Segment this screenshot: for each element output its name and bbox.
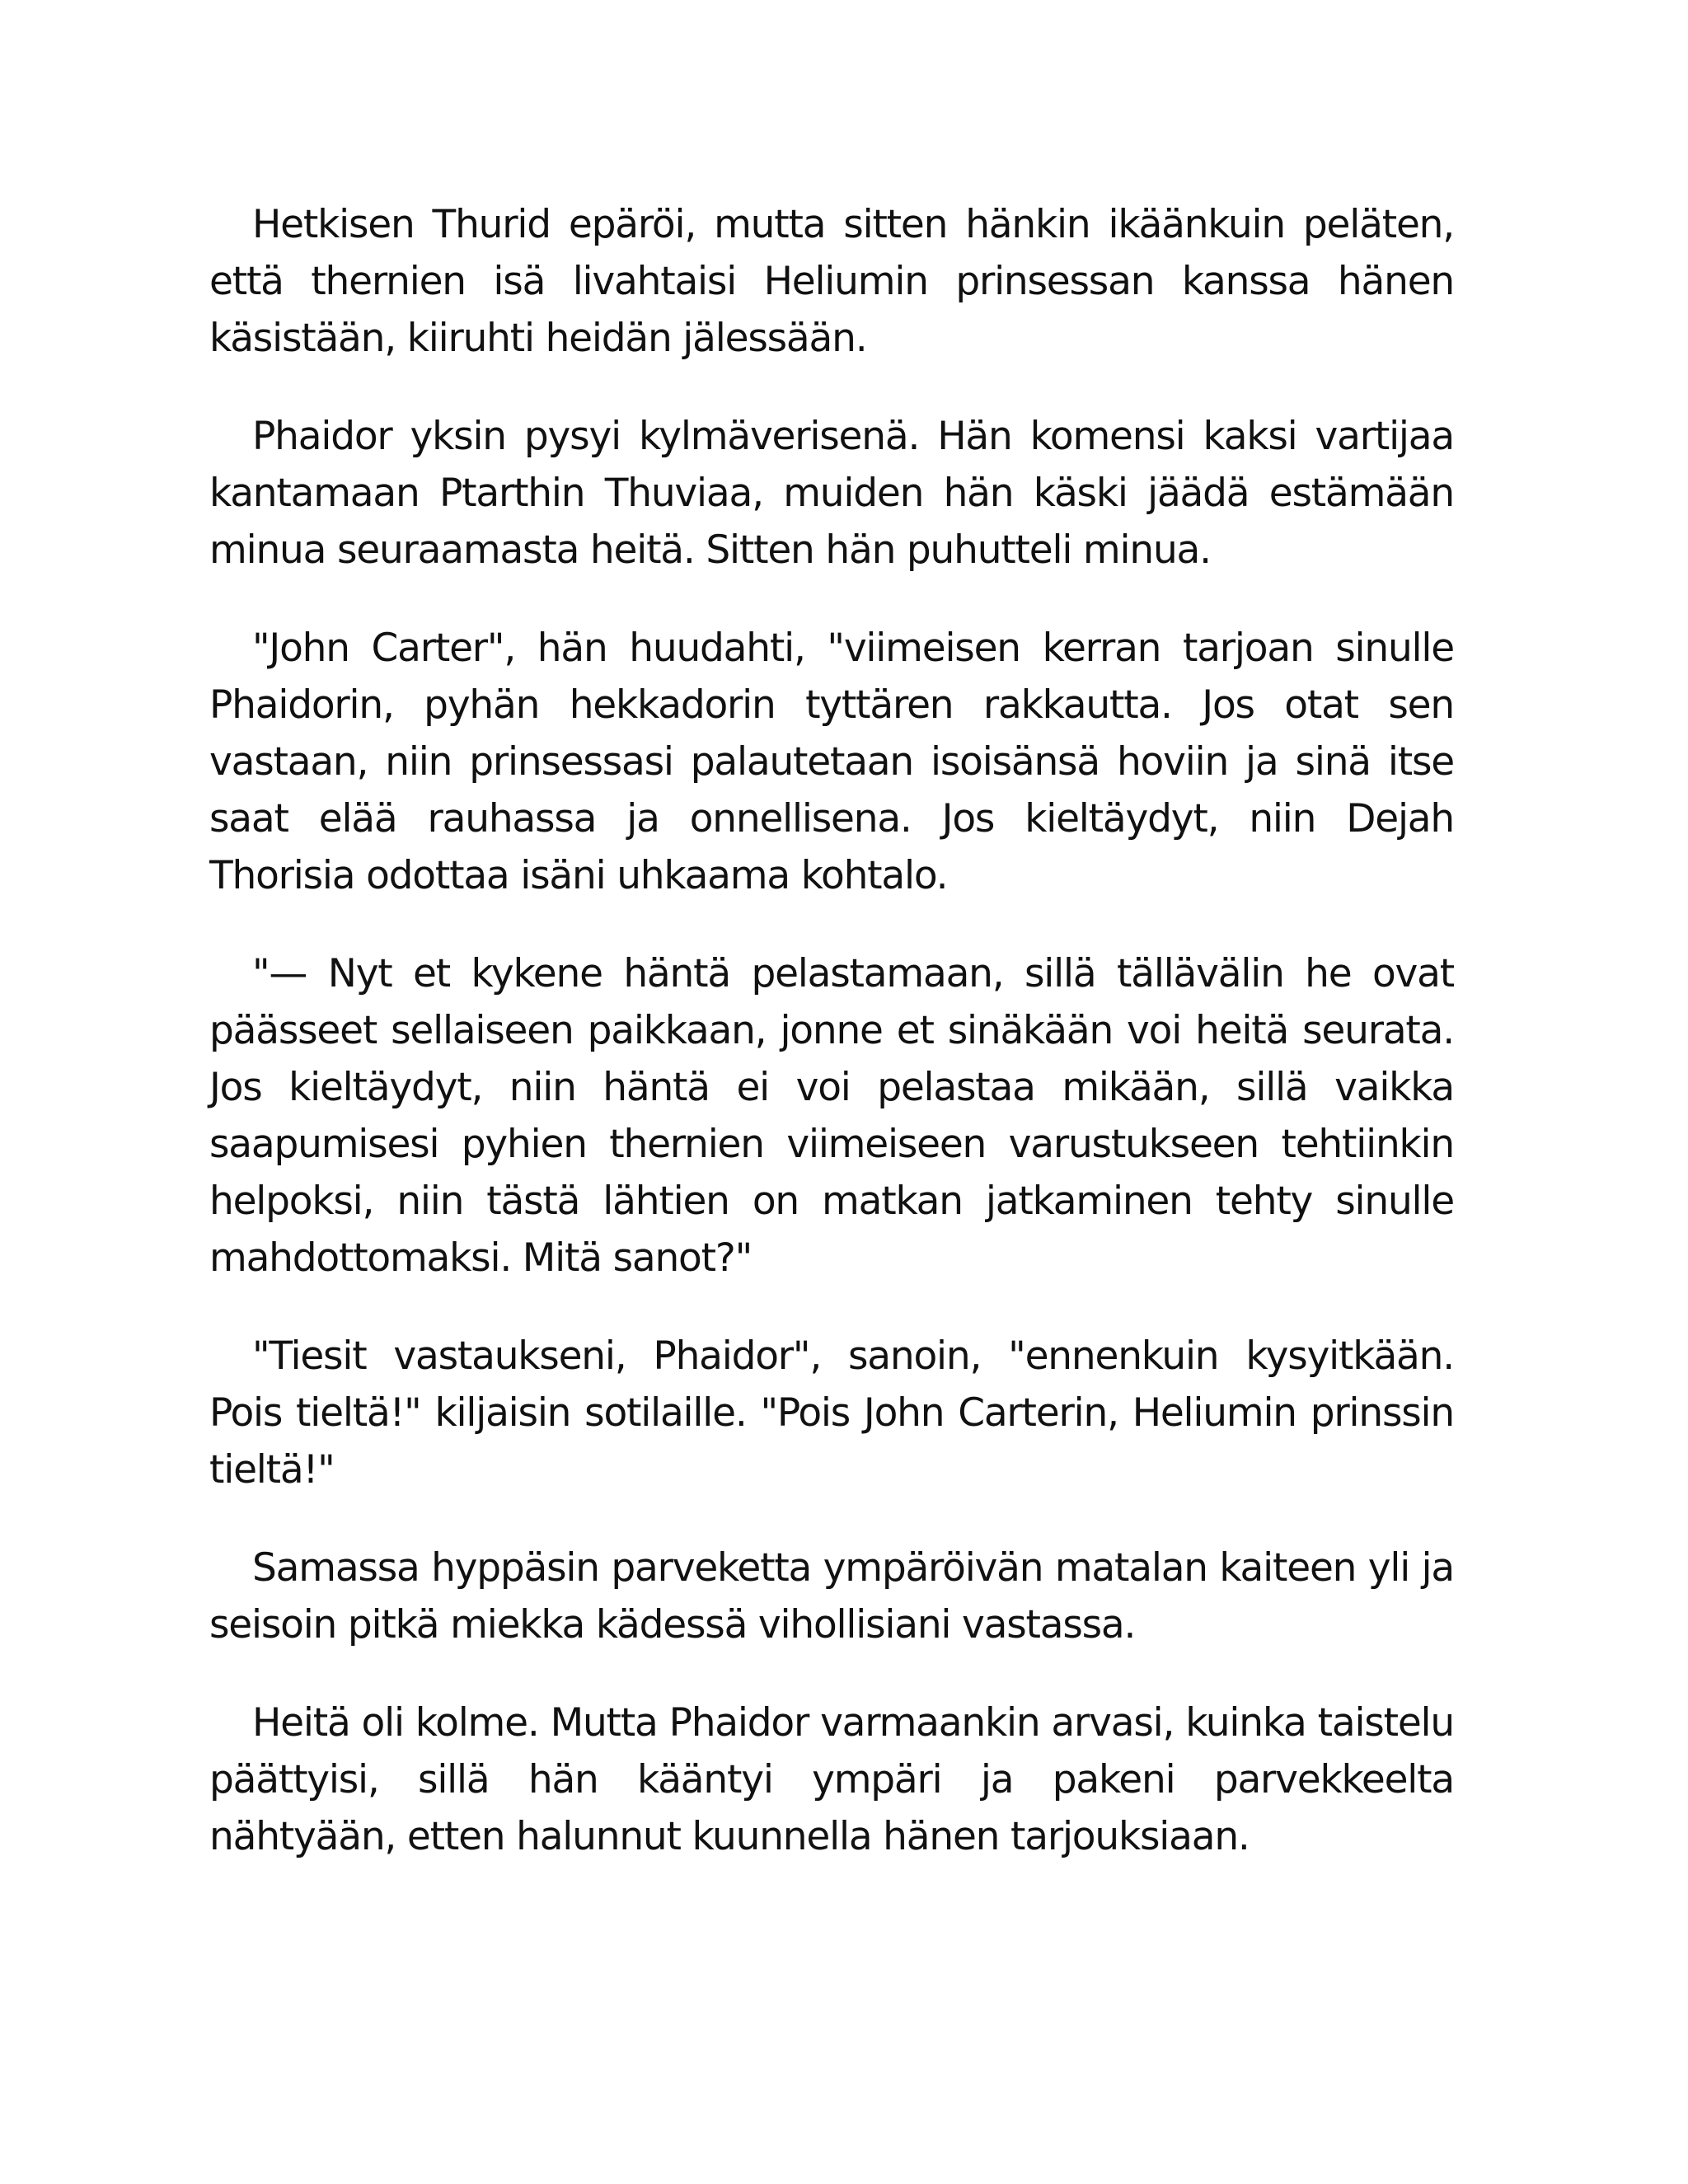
- paragraph: Samassa hyppäsin parveketta ympäröivän matalan kaiteen yli ja seisoin pitkä miekka kädessä vihollisiani vastassa.: [209, 1545, 1454, 1647]
- paragraph: "Tiesit vastaukseni, Phaidor", sanoin, "ennenkuin kysyitkään. Pois tieltä!" kiljaisin sotilaille. "Pois John Carterin, Heliumin prinssin tieltä!": [209, 1333, 1454, 1493]
- paragraph: Hetkisen Thurid epäröi, mutta sitten hänkin ikäänkuin peläten, että thernien isä livahtaisi Heliumin prinsessan kanssa hänen käsistään, kiiruhti heidän jälessään.: [209, 202, 1454, 361]
- paragraph: "John Carter", hän huudahti, "viimeisen kerran tarjoan sinulle Phaidorin, pyhän hekkadorin tyttären rakkautta. Jos otat sen vastaan, niin prinsessasi palautetaan isoisänsä hoviin ja sinä itse saat elää rauhassa ja onnellisena. Jos kieltäydyt, niin Dejah Thorisia odottaa isäni uhkaama kohtalo.: [209, 626, 1454, 898]
- paragraph: "— Nyt et kykene häntä pelastamaan, sillä tällävälin he ovat päässeet sellaiseen paikkaan, jonne et sinäkään voi heitä seurata. Jos kieltäydyt, niin häntä ei voi pelastaa mikään, sillä vaikka saapumisesi pyhien thernien viimeiseen varustukseen tehtiinkin helpoksi, niin tästä lähtien on matkan jatkaminen tehty sinulle mahdottomaksi. Mitä sanot?": [209, 951, 1454, 1281]
- document-page: [209, 196, 1454, 1906]
- paragraph: Phaidor yksin pysyi kylmäverisenä. Hän komensi kaksi vartijaa kantamaan Ptarthin Thuviaa, muiden hän käski jäädä estämään minua seuraamasta heitä. Sitten hän puhutteli minua.: [209, 414, 1454, 573]
- paragraph: Heitä oli kolme. Mutta Phaidor varmaankin arvasi, kuinka taistelu päättyisi, sillä hän kääntyi ympäri ja pakeni parvekkeelta nähtyään, etten halunnut kuunnella hänen tarjouksiaan.: [209, 1700, 1454, 1859]
